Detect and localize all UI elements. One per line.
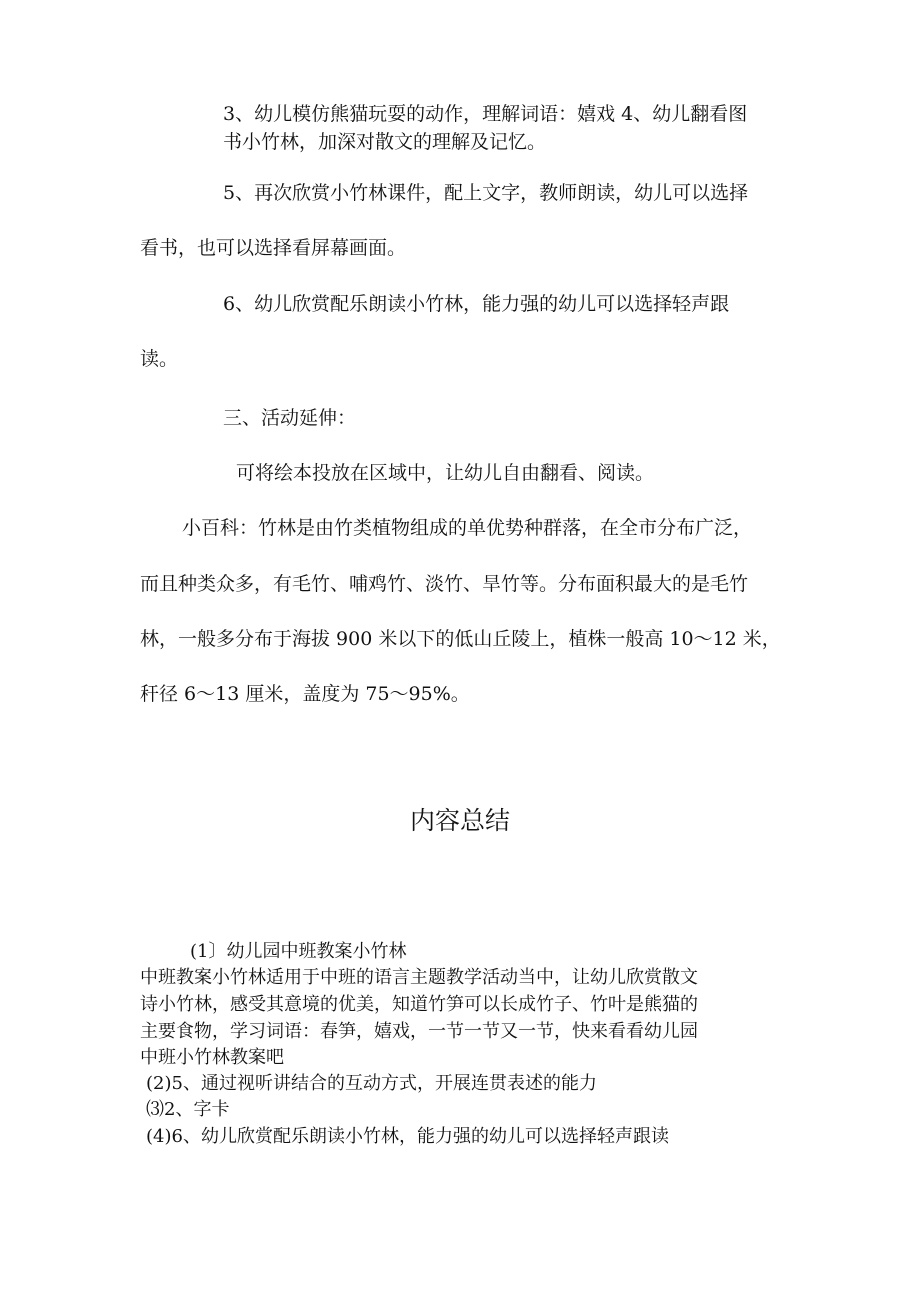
summary-item-1-line-3: 主要食物，学习词语：春笋，嬉戏，一节一节又一节，快来看看幼儿园	[140, 1021, 698, 1042]
summary-title: 内容总结	[409, 806, 510, 835]
encyclopedia-line-1: 小百科：竹林是由竹类植物组成的单优势种群落，在全市分布广泛，	[182, 517, 753, 539]
section-heading: 三、活动延伸：	[223, 407, 357, 429]
summary-item-1-line-1: 中班教案小竹林适用于中班的语言主题教学活动当中，让幼儿欣赏散文	[140, 967, 698, 988]
extension-text: 可将绘本投放在区域中，让幼儿自由翻看、阅读。	[236, 462, 655, 484]
summary-item-4: (4)6、幼儿欣赏配乐朗读小竹林，能力强的幼儿可以选择轻声跟读	[146, 1126, 669, 1147]
encyclopedia-line-4: 秆径 6～13 厘米，盖度为 75～95%。	[140, 683, 470, 705]
summary-item-1-line-4: 中班小竹林教案吧	[140, 1047, 284, 1068]
encyclopedia-line-3: 林，一般多分布于海拔 900 米以下的低山丘陵上，植株一般高 10～12 米，	[140, 628, 781, 650]
paragraph-3-line-2: 书小竹林，加深对散文的理解及记忆。	[223, 131, 547, 153]
summary-item-2: (2)5、通过视听讲结合的互动方式，开展连贯表述的能力	[146, 1073, 597, 1094]
paragraph-6-line-2: 读。	[140, 348, 179, 370]
paragraph-6-line-1: 6、幼儿欣赏配乐朗读小竹林，能力强的幼儿可以选择轻声跟	[223, 293, 730, 315]
paragraph-3-line-1: 3、幼儿模仿熊猫玩耍的动作，理解词语：嬉戏 4、幼儿翻看图	[223, 103, 748, 125]
summary-item-1-heading: (1〕幼儿园中班教案小竹林	[190, 941, 407, 962]
summary-item-3: ⑶2、字卡	[146, 1099, 230, 1120]
paragraph-5-line-1: 5、再次欣赏小竹林课件，配上文字，教师朗读，幼儿可以选择	[223, 182, 749, 204]
encyclopedia-line-2: 而且种类众多，有毛竹、哺鸡竹、淡竹、旱竹等。分布面积最大的是毛竹	[140, 573, 749, 595]
summary-item-1-line-2: 诗小竹林，感受其意境的优美，知道竹笋可以长成竹子、竹叶是熊猫的	[140, 994, 698, 1015]
paragraph-5-line-2: 看书，也可以选择看屏幕画面。	[140, 237, 407, 259]
